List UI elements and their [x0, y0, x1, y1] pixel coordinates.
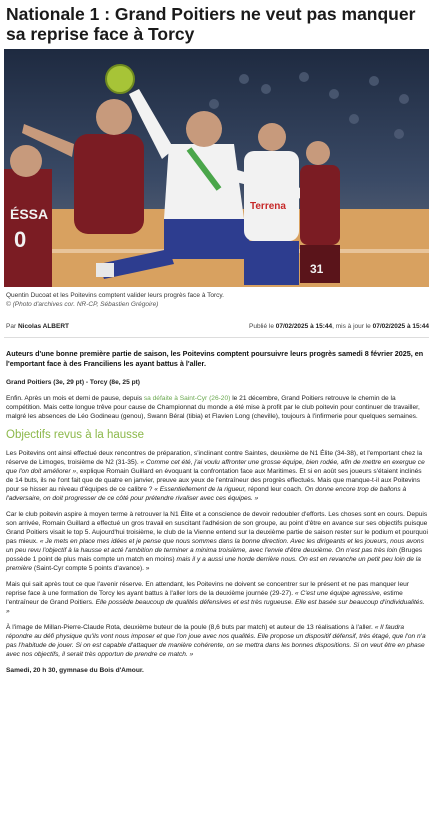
updated-label: , mis à jour le — [332, 323, 371, 330]
author-line — [6, 323, 69, 330]
p1-text-a: Enfin. Après un mois et demi de pause, depuis — [6, 395, 142, 402]
handball-ball — [106, 65, 134, 93]
p2-quote-3: On donne encore trop de ballons à l'adversaire, on doit progresser de ce côté pour prétendre rivaliser avec ces équipes. » — [6, 486, 407, 502]
article-title: Nationale 1 : Grand Poitiers ne veut pas manquer sa reprise face à Torcy — [6, 4, 416, 44]
section-heading: Objectifs revus à la hausse — [6, 429, 145, 441]
p2-text-a: Les Poitevins ont ainsi effectué deux rencontres de préparation, s'inclinant contre Saintes, deuxième de N1 Élite (34-38), et l'emportant chez la réserve de Limoges, troisième de N2 (31-35). — [6, 450, 423, 466]
published-label: Publié le — [249, 323, 274, 330]
photo-caption — [6, 291, 427, 309]
paragraph-1 — [6, 394, 428, 421]
defeat-link[interactable]: sa défaite à Saint-Cyr (26-20) — [143, 395, 231, 402]
jersey-text-left: ÉSSA — [10, 206, 49, 222]
p2-text-c: répond leur coach. — [248, 486, 303, 493]
p3-text-b: (Bruges possède 1 point de plus mais compte un match en moins) — [6, 547, 423, 563]
p3-text-c: (Saint-Cyr compte 5 points d'avance). » — [33, 565, 150, 572]
byline — [6, 323, 429, 330]
paragraph-4 — [6, 580, 428, 616]
jersey-number-right: 31 — [310, 262, 324, 276]
p3-quote-1: « Je mets en place mes idées et je pense que nous sommes dans la bonne direction. Avec les dirigeants et les joueurs, nous avons un peu revu l'objectif à la hausse et acté l'ambition de terminer a minima troisième, avec l'envie d'être deuxième. On n'est pas très loin — [6, 538, 424, 554]
p5-text-a: À l'image de Millan-Pierre-Claude Rota, deuxième buteur de la poule (8,6 buts par match) et auteur de 13 réalisations à l'aller. — [6, 624, 373, 631]
p2-quote-2: « Essentiellement de la rigueur, — [154, 486, 247, 493]
jersey-number-left: 0 — [14, 227, 27, 252]
updated-date: 07/02/2025 à 15:44 — [372, 323, 429, 330]
caption-credit: © (Photo d'archives cor. NR-CP, Sébastien Grégoire) — [6, 301, 159, 308]
paragraph-5 — [6, 623, 428, 659]
p2-text-b: , explique Romain Guillard en évoquant la confrontation face aux Maritimes. Et si en août ses joueurs s'étaient inclinés de 14 buts, ils ne l'ont fait que de quatre en janvier, preuve aux yeux de l'entraîneur des progrès effectués. Mais que manque-t-il aux Poitevins pour se hisser au niveau d'équipes de ce calibre ? — [6, 468, 422, 493]
article-body — [6, 349, 428, 682]
p4-text-a: Mais qui sait après tout ce que l'avenir réserve. En attendant, les Poitevins ne doivent se concentrer sur le présent et ne pas manquer leur reprise face à une formation de Torcy les ayant battus à l'aller lors de la deuxième journée (29-27). — [6, 581, 409, 597]
p4-text-b: estime l'entraîneur de Grand Poitiers. — [6, 590, 403, 606]
p3-text-a: Car le club poitevin aspire à moyen terme à retrouver la N1 Élite et a conscience de devoir redoubler d'efforts. Les choses sont en cours. Depuis son arrivée, Romain Guillard a effectué un gros travail en suscitant l'adhésion de son groupe, au point d'être en avance sur ses objectifs puisque Grand Poitiers visait le top 5. Aujourd'hui troisième, le club de la Vienne entend sur la deuxième partie de saison rester sur le podium et pourquoi pas mieux. — [6, 511, 428, 545]
p4-quote-2: Elle possède beaucoup de qualités défensives et est très rugueuse. Elle est basée sur beaucoup d'individualités. » — [6, 599, 425, 615]
divider — [4, 337, 429, 338]
p4-quote-1: « C'est une équipe agressive, — [294, 590, 382, 597]
match-line: Grand Poitiers (3e, 29 pt) - Torcy (8e, 25 pt) — [6, 379, 140, 386]
byline-prefix: Par — [6, 323, 17, 330]
date-line — [249, 323, 429, 330]
p5-quote: « Il faudra répondre au défi physique qu'ils vont nous imposer et que l'on joue avec nos qualités. Elle propose un dispositif défensif, très étagé, que l'on n'a pas l'habitude de jouer. Si on est capable d'attaquer de manière cohérente, on se mettra dans les bonnes dispositions. Si on veut être en phase avec nos objectifs, il serait très opportun de prendre ce match. » — [6, 624, 426, 658]
caption-text: Quentin Ducoat et les Poitevins comptent valider leurs progrès face à Torcy. — [6, 292, 224, 299]
p2-quote-1: « Comme cet été, j'ai voulu affronter une grosse équipe, bien rodée, afin de mettre en exergue ce que l'on doit améliorer » — [6, 459, 425, 475]
published-date: 07/02/2025 à 15:44 — [275, 323, 333, 330]
paragraph-3 — [6, 510, 428, 573]
p1-text-b: le 21 décembre, Grand Poitiers retrouve le chemin de la compétition. Mais cette longue trêve pour cause de Championnat du monde a été mise à profit par le club poitevin pour continuer de travailler, malgré les absences de Léo Godineau (genou), Swann Béral (tibia) et Flavien Long (cheville), toujours à l'infirmerie pour quelques semaines. — [6, 395, 420, 420]
author-name[interactable]: Nicolas ALBERT — [17, 323, 69, 330]
match-info: Samedi, 20 h 30, gymnase du Bois d'Amour. — [6, 667, 144, 674]
handball-photo-illustration — [4, 49, 429, 287]
p3-quote-2: mais il y a aussi une horde derrière nous. On est en revanche un petit peu loin de la première — [6, 556, 421, 572]
paragraph-2 — [6, 449, 428, 503]
article-lead: Auteurs d'une bonne première partie de saison, les Poitevins comptent poursuivre leurs progrès samedi 8 février 2025, en l'emportant face à des Franciliens les ayant battus à l'aller. — [6, 349, 424, 368]
jersey-text-center: Terrena — [250, 201, 286, 212]
article-photo[interactable] — [4, 49, 429, 287]
